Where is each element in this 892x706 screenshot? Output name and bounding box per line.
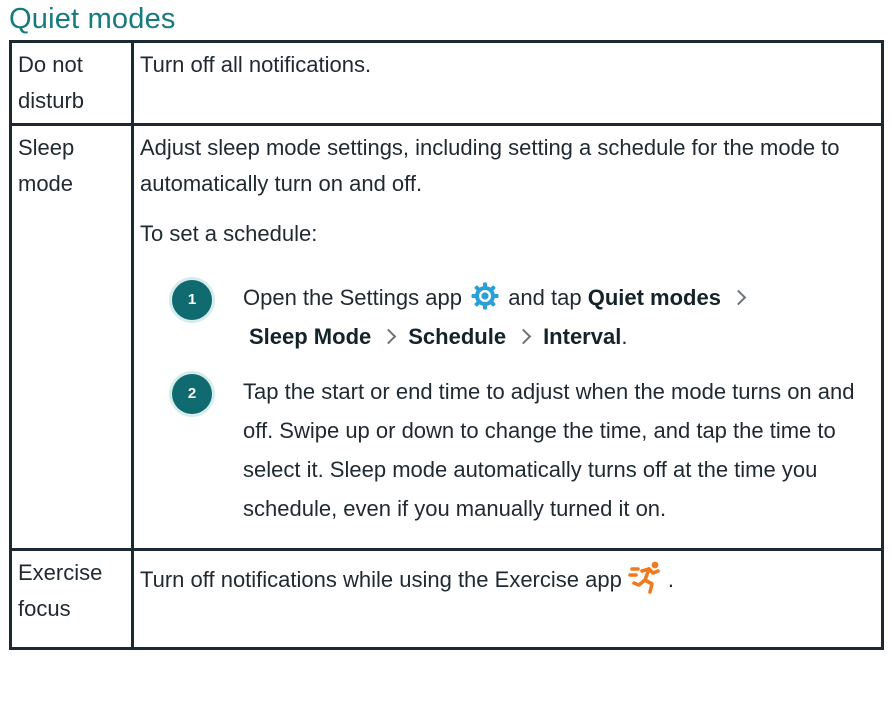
mode-name-line: focus xyxy=(18,596,71,621)
path-sleep-mode: Sleep Mode xyxy=(249,324,372,349)
mode-name-line: mode xyxy=(18,171,74,196)
path-interval: Interval xyxy=(543,324,622,349)
mode-name-line: Sleep xyxy=(18,135,75,160)
chevron-right-icon xyxy=(516,329,532,345)
section-title: Quiet modes xyxy=(9,3,176,35)
step-text: Tap the start or end time to adjust when the mode turns on and off. Swipe up or down to change the time, and tap the time to select it. Sleep mode automatically turns off at the time you schedule, even if you manually turned it on. xyxy=(243,379,855,521)
mode-description xyxy=(133,550,883,649)
description-text: Turn off all notifications. xyxy=(140,52,372,77)
table-row-exercise-focus xyxy=(11,550,883,649)
mode-name-line: Do not xyxy=(18,52,83,77)
chevron-right-icon xyxy=(731,290,747,306)
mode-name-line: disturb xyxy=(18,88,85,113)
schedule-steps xyxy=(140,278,875,528)
mode-description xyxy=(133,125,883,550)
description-text-part: . xyxy=(667,567,674,592)
quiet-modes-table xyxy=(9,40,884,650)
step-item xyxy=(140,278,875,356)
description-text: Adjust sleep mode settings, including setting a schedule for the mode to automatically turn on and off. xyxy=(140,135,840,196)
table-row-sleep-mode xyxy=(11,125,883,550)
mode-description xyxy=(133,42,883,125)
description-text-part: Turn off notifications while using the Exercise app xyxy=(140,567,622,592)
step-item xyxy=(140,372,875,528)
table-row-do-not-disturb xyxy=(11,42,883,125)
description-text xyxy=(140,559,875,598)
exercise-runner-icon xyxy=(628,559,666,597)
path-quiet-modes: Quiet modes xyxy=(587,285,721,310)
mode-name xyxy=(11,42,133,125)
mode-name-line: Exercise xyxy=(18,560,103,585)
step-text-part: Open the Settings app xyxy=(243,285,462,310)
step-text xyxy=(243,278,875,356)
step-number-badge: 1 xyxy=(172,280,212,320)
step-text-part: and tap xyxy=(508,285,582,310)
step-text-part: . xyxy=(621,324,628,349)
settings-gear-icon xyxy=(470,281,500,311)
mode-name xyxy=(11,550,133,649)
chevron-right-icon xyxy=(381,329,397,345)
schedule-intro: To set a schedule: xyxy=(140,221,318,246)
step-number-badge: 2 xyxy=(172,374,212,414)
path-schedule: Schedule xyxy=(408,324,507,349)
mode-name xyxy=(11,125,133,550)
